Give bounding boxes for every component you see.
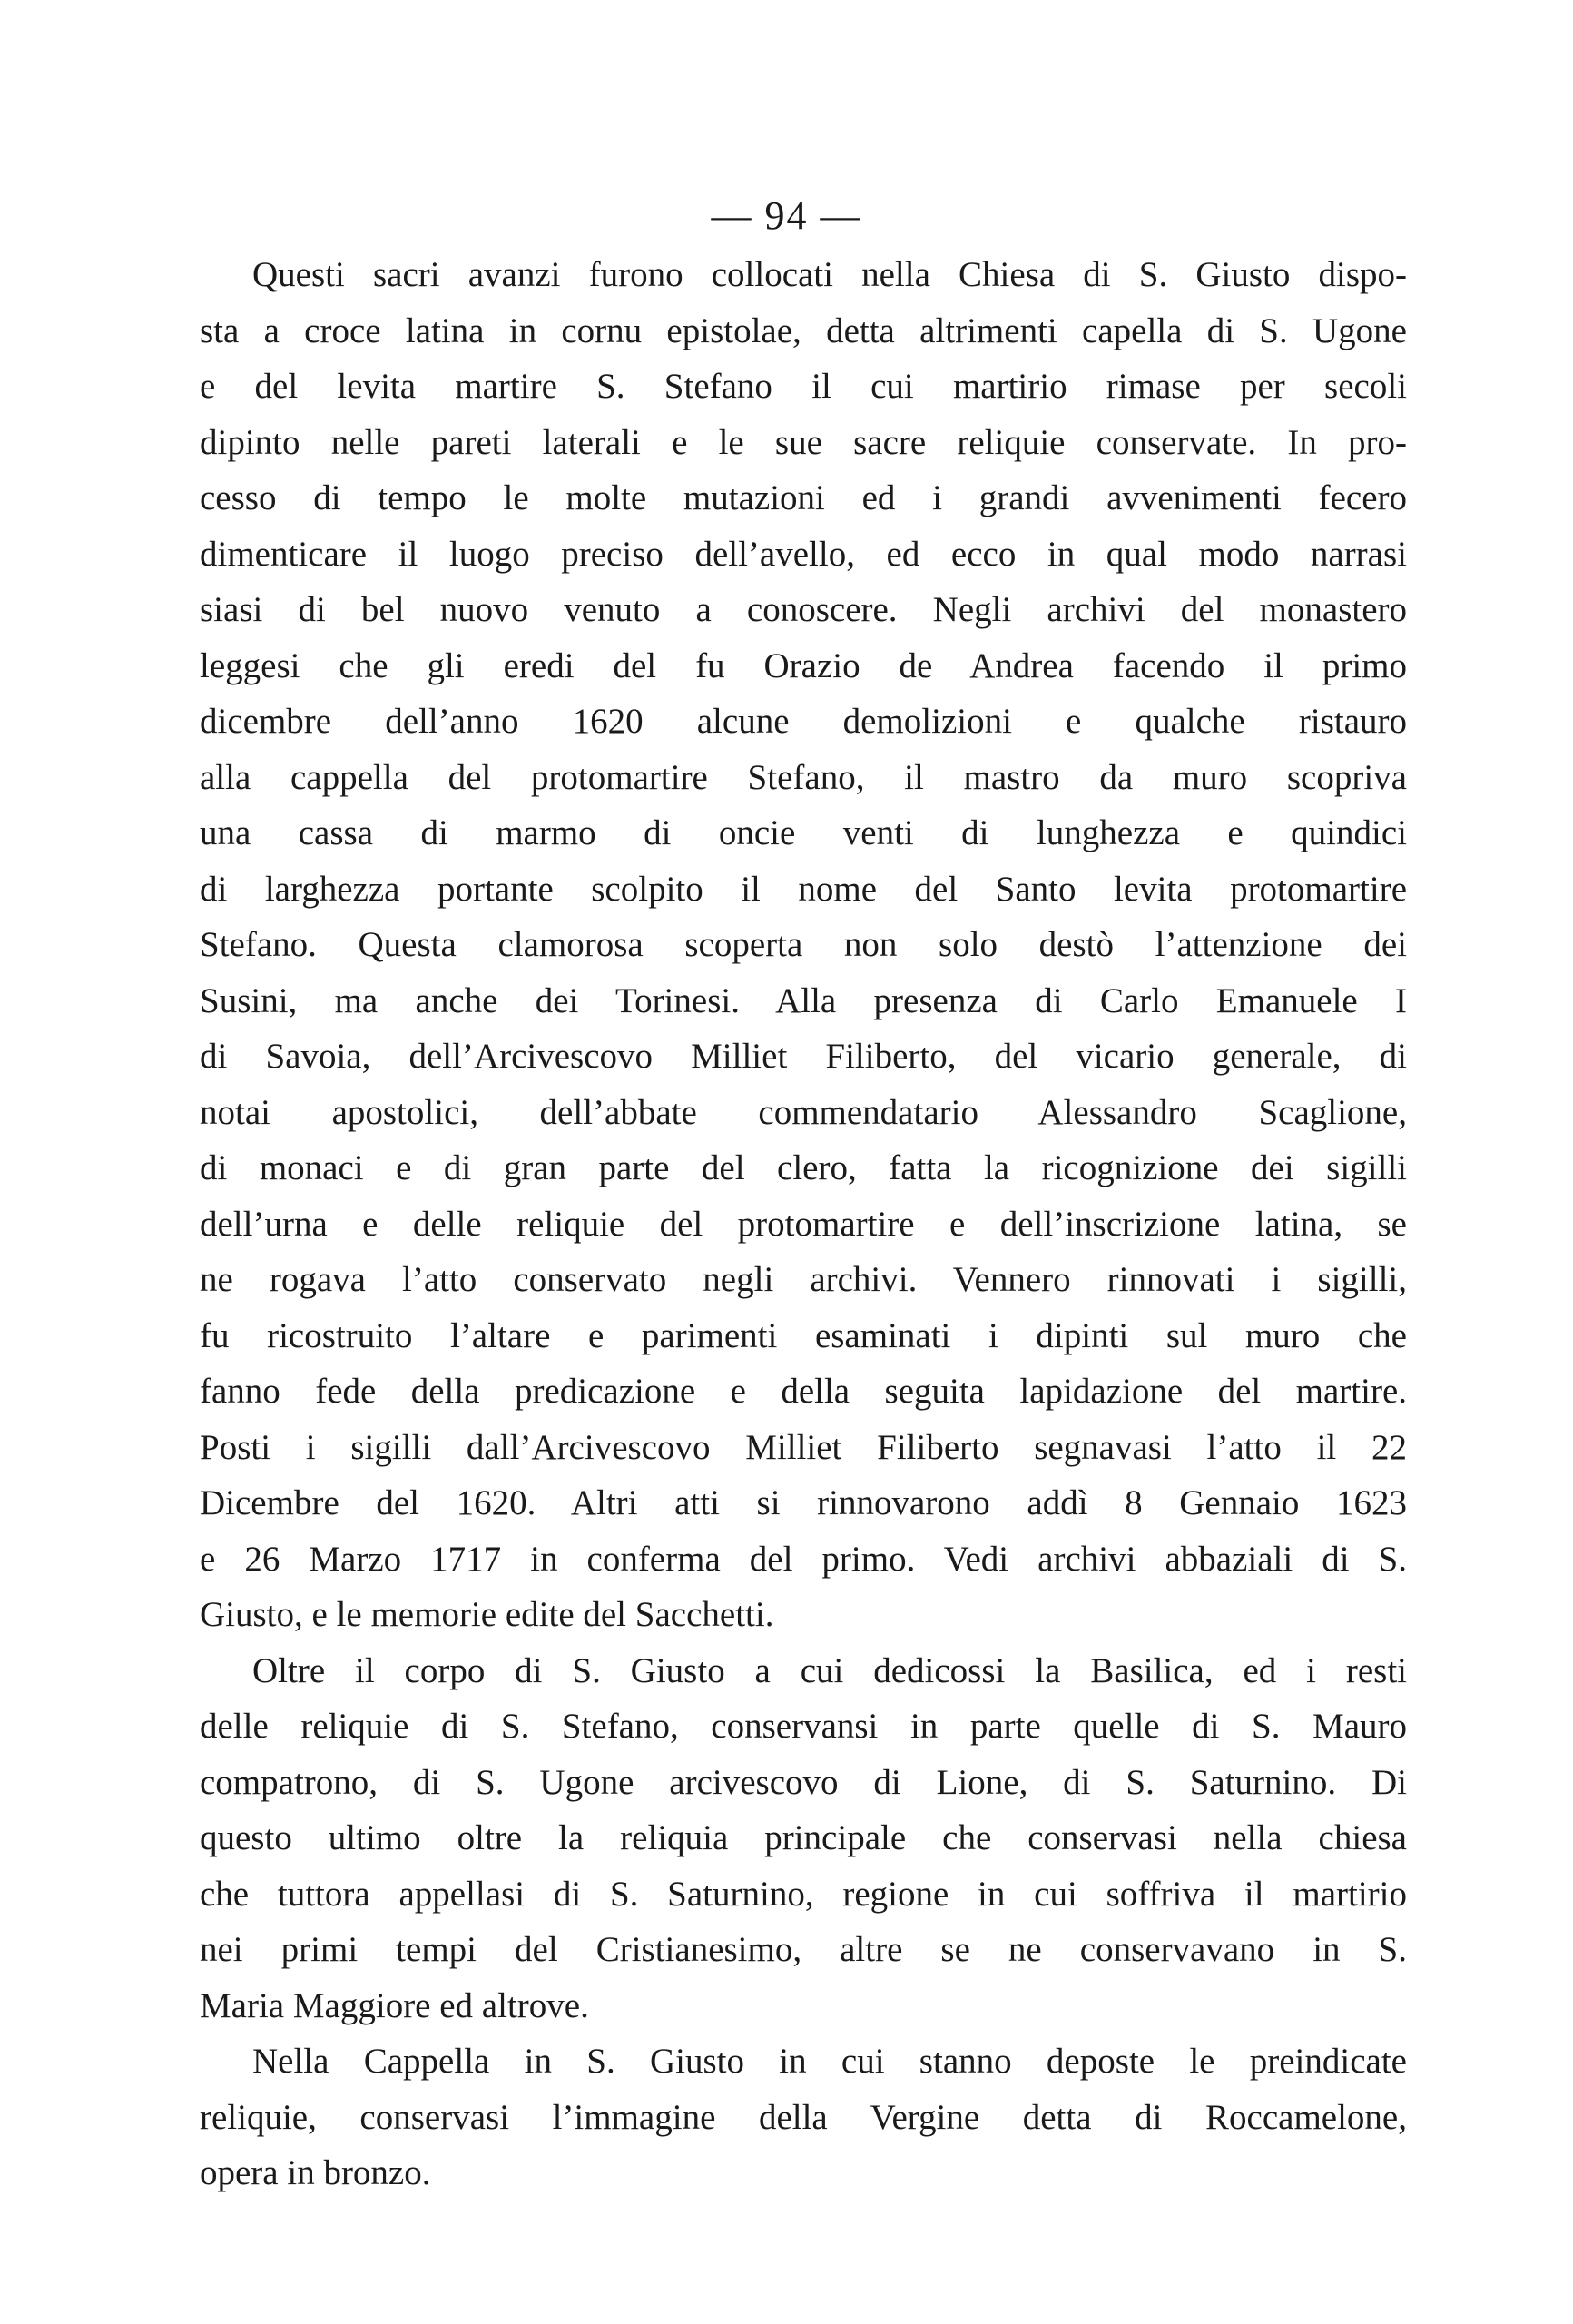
text-line: che tuttora appellasi di S. Saturnino, regione in cui soffriva il martirio xyxy=(200,1874,1407,1914)
text-line: opera in bronzo. xyxy=(200,2153,431,2192)
text-line: Nella Cappella in S. Giusto in cui stanno deposte le preindicate xyxy=(252,2042,1407,2081)
text-line: Posti i sigilli dall’Arcivescovo Milliet Filiberto segnavasi l’atto il 22 xyxy=(200,1427,1407,1467)
text-line: compatrono, di S. Ugone arcivescovo di Lione, di S. Saturnino. Di xyxy=(200,1762,1407,1802)
text-line: alla cappella del protomartire Stefano, il mastro da muro scopriva xyxy=(200,757,1407,797)
text-line: e 26 Marzo 1717 in conferma del primo. Vedi archivi abbaziali di S. xyxy=(200,1539,1407,1579)
text-line: di monaci e di gran parte del clero, fatta la ricognizione dei sigilli xyxy=(200,1148,1407,1187)
text-line: dell’urna e delle reliquie del protomartire e dell’inscrizione latina, se xyxy=(200,1204,1407,1244)
text-line: dimenticare il luogo preciso dell’avello, ed ecco in qual modo narrasi xyxy=(200,534,1407,574)
text-line: questo ultimo oltre la reliquia principale che conservasi nella chiesa xyxy=(200,1818,1407,1857)
text-line: di larghezza portante scolpito il nome del Santo levita protomartire xyxy=(200,869,1407,909)
text-line: siasi di bel nuovo venuto a conoscere. Negli archivi del monastero xyxy=(200,590,1407,629)
text-line: Stefano. Questa clamorosa scoperta non solo destò l’attenzione dei xyxy=(200,925,1407,964)
body-text xyxy=(200,247,1407,2201)
text-line: Dicembre del 1620. Altri atti si rinnovarono addì 8 Gennaio 1623 xyxy=(200,1483,1407,1522)
page-number: — 94 — xyxy=(711,193,862,238)
text-line: Giusto, e le memorie edite del Sacchetti. xyxy=(200,1595,774,1634)
text-line: dicembre dell’anno 1620 alcune demolizioni e qualche ristauro xyxy=(200,702,1407,741)
text-line: Questi sacri avanzi furono collocati nella Chiesa di S. Giusto dispo- xyxy=(252,255,1407,294)
text-line: e del levita martire S. Stefano il cui martirio rimase per secoli xyxy=(200,367,1407,406)
text-line: Oltre il corpo di S. Giusto a cui dedicossi la Basilica, ed i resti xyxy=(252,1650,1407,1690)
text-line: di Savoia, dell’Arcivescovo Milliet Filiberto, del vicario generale, di xyxy=(200,1037,1407,1076)
text-line: sta a croce latina in cornu epistolae, detta altrimenti capella di S. Ugone xyxy=(200,310,1407,350)
text-line: una cassa di marmo di oncie venti di lunghezza e quindici xyxy=(200,813,1407,852)
text-line: ne rogava l’atto conservato negli archivi. Vennero rinnovati i sigilli, xyxy=(200,1260,1407,1299)
text-line: notai apostolici, dell’abbate commendatario Alessandro Scaglione, xyxy=(200,1092,1407,1132)
text-line: nei primi tempi del Cristianesimo, altre se ne conservavano in S. xyxy=(200,1930,1407,1969)
text-line: delle reliquie di S. Stefano, conservansi in parte quelle di S. Mauro xyxy=(200,1707,1407,1746)
text-line: Maria Maggiore ed altrove. xyxy=(200,1985,589,2025)
text-line: cesso di tempo le molte mutazioni ed i grandi avvenimenti fecero xyxy=(200,478,1407,517)
text-line: leggesi che gli eredi del fu Orazio de Andrea facendo il primo xyxy=(200,645,1407,685)
text-line: dipinto nelle pareti laterali e le sue sacre reliquie conservate. In pro- xyxy=(200,422,1407,462)
text-line: fu ricostruito l’altare e parimenti esaminati i dipinti sul muro che xyxy=(200,1315,1407,1355)
text-line: fanno fede della predicazione e della seguita lapidazione del martire. xyxy=(200,1372,1407,1411)
text-line: reliquie, conservasi l’immagine della Vergine detta di Roccamelone, xyxy=(200,2097,1407,2137)
text-line: Susini, ma anche dei Torinesi. Alla presenza di Carlo Emanuele I xyxy=(200,980,1407,1020)
